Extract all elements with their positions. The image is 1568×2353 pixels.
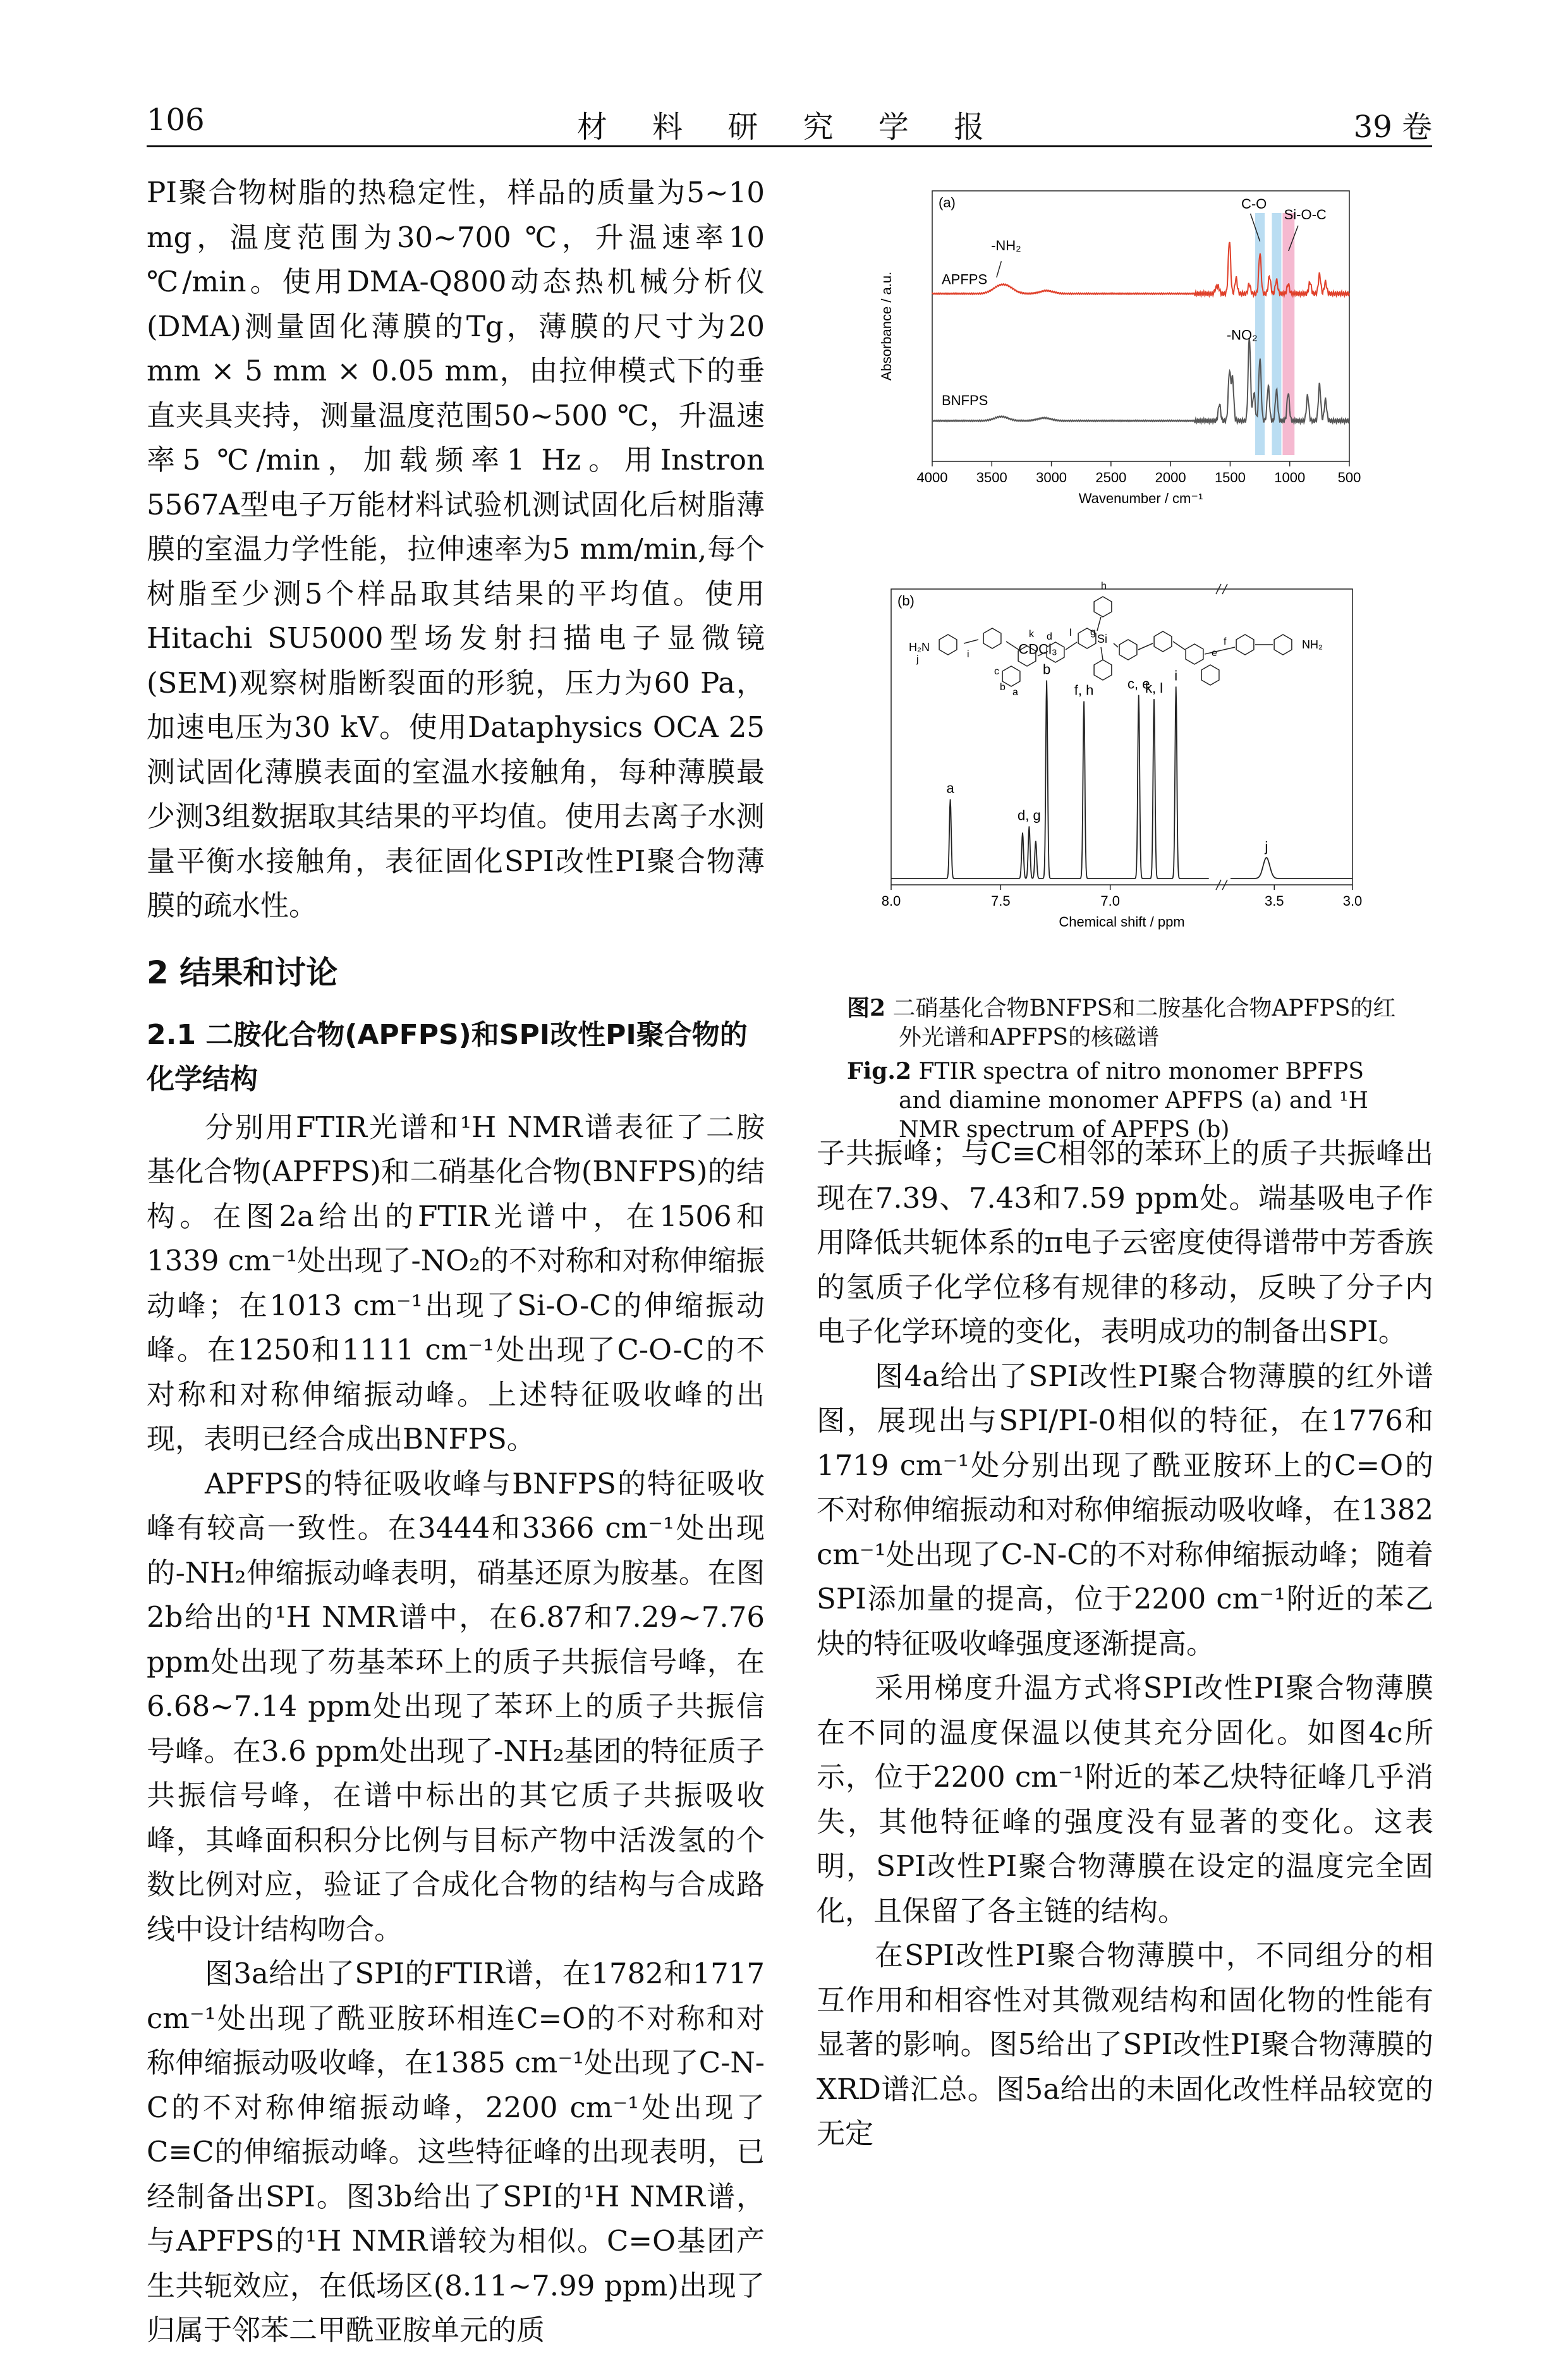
atom-label-c: c [994,666,999,677]
nmr-spectrum [1231,858,1352,879]
bond-line [1114,643,1118,647]
figure-2b-nmr-chart [866,581,1363,935]
bond-line [1205,647,1235,654]
peak-label: d, g [1018,807,1041,824]
atom-label-j: j [916,654,919,665]
x-axis-label: Chemical shift / ppm [1059,914,1185,930]
running-header [147,95,1432,147]
x-tick-label: 2000 [1155,470,1186,485]
x-tick-label: 2500 [1095,470,1127,485]
x-tick-label: 8.0 [881,893,901,909]
bond-line [1066,642,1077,650]
atom-label-e: e [1212,648,1217,659]
benzene-ring [1201,665,1219,685]
bond-line [1173,641,1185,650]
x-tick-label: 500 [1337,470,1361,485]
x-tick-label: 3.0 [1342,893,1363,909]
benzene-ring [1094,660,1112,680]
x-tick-label: 7.0 [1100,893,1120,909]
figure-caption-cn [847,994,1403,1052]
peak-label: j [1265,839,1268,854]
caption-en-label: Fig.2 [847,1058,911,1085]
benzene-ring [983,628,1001,648]
panel-label: (b) [897,593,915,609]
body-paragraph: 图4a给出了SPI改性PI聚合物薄膜的红外谱图，展现出与SPI/PI-0相似的特征，在1776和1719 cm⁻¹处分别出现了酰亚胺环上的C=O的不对称伸缩振动和对称伸缩振动吸收峰，在1382 cm⁻¹处出现了C-N-C的不对称伸缩振动峰；随着SPI添加量的提高，位于2200 cm⁻¹附近的苯乙炔的特征吸收峰强度逐渐提高。 [817,1359,1433,1660]
body-paragraph: 图3a给出了SPI的FTIR谱，在1782和1717 cm⁻¹处出现了酰亚胺环相连C=O的不对称和对称伸缩振动吸收峰，在1385 cm⁻¹处出现了C-N-C的不对称伸缩振动峰，2200 cm⁻¹处出现了C≡C的伸缩振动峰。这些特征峰的出现表明，已经制备出SPI。图3b给出了SPI的¹H NMR谱，与APFPS的¹H NMR谱较为相似。C=O基团产生共轭效应，在低场区(8.11~7.99 ppm)出现了归属于邻苯二甲酰亚胺单元的质 [147,1957,765,2347]
silicon-label: Si [1097,633,1108,645]
caption-cn-label: 图2 [847,995,886,1021]
atom-label-a: a [1012,687,1018,698]
annotation-si-o-c: Si-O-C [1284,207,1327,222]
benzene-ring [1119,640,1137,660]
panel-label: (a) [939,195,956,210]
benzene-ring [939,635,957,655]
y-axis-label: Absorbance / a.u. [878,271,894,381]
journal-title: 材 料 研 究 学 报 [576,109,1002,145]
x-tick-label: 3000 [1036,470,1067,485]
molecular-structure [939,597,1292,686]
benzene-ring [1154,631,1172,652]
right-column [817,1131,1433,2156]
benzene-ring [1274,635,1292,655]
series-label-apfps: APFPS [942,271,988,288]
plot-frame [891,589,1352,885]
bond-line [1101,647,1103,660]
body-paragraph: 采用梯度升温方式将SPI改性PI聚合物薄膜在不同的温度保温以使其充分固化。如图4c所示，位于2200 cm⁻¹附近的苯乙炔特征峰几乎消失，其他特征峰的强度没有显著的变化。这表明，SPI改性PI聚合物薄膜在设定的温度完全固化，且保留了各主链的结构。 [817,1671,1433,1928]
atom-label-g: g [1090,627,1096,638]
body-paragraph: 分别用FTIR光谱和¹H NMR谱表征了二胺基化合物(APFPS)和二硝基化合物(BNFPS)的结构。在图2a给出的FTIR光谱中，在1506和1339 cm⁻¹处出现了-NO₂的不对称和对称伸缩振动峰；在1013 cm⁻¹出现了Si-O-C的伸缩振动峰。在1250和1111 cm⁻¹处出现了C-O-C的不对称和对称伸缩振动峰。上述特征吸收峰的出现，表明已经合成出BNFPS。 [147,1110,765,1456]
x-tick-label: 3500 [976,470,1007,485]
bond-line [1006,641,1019,650]
atom-label-i: i [967,649,969,660]
solvent-label: CDCl₃ [1018,641,1057,657]
atom-label-l: l [1069,628,1072,638]
x-axis-label: Wavenumber / cm⁻¹ [1078,490,1203,506]
figure-caption-en [847,1057,1403,1145]
peak-label: i [1174,667,1178,684]
figure-2a-ftir-chart [866,183,1359,512]
amine-right-label: NH₂ [1302,638,1323,651]
benzene-ring [1186,644,1203,664]
x-tick-label: 1500 [1214,470,1246,485]
caption-en-text: FTIR spectra of nitro monomer BPFPS and diamine monomer APFPS (a) and ¹H NMR spectrum of APFPS (b) [899,1059,1368,1143]
section-heading: 2 结果和讨论 [147,954,338,991]
bond-line [964,640,978,643]
peak-label: b [1043,661,1051,678]
annotation-arrow [997,261,1002,277]
peak-label: k, l [1145,680,1164,696]
peak-label: c, e [1127,676,1150,692]
body-paragraph: PI聚合物树脂的热稳定性，样品的质量为5~10 mg，温度范围为30~700 ℃，升温速率10 ℃/min。使用DMA-Q800动态热机械分析仪(DMA)测量固化薄膜的Tg，薄膜的尺寸为20 mm × 5 mm × 0.05 mm，由拉伸模式下的垂直夹具夹持，测量温度范围50~500 ℃，升温速率5 ℃/min，加载频率1 Hz。用Instron 5567A型电子万能材料试验机测试固化后树脂薄膜的室温力学性能，拉伸速率为5 mm/min,每个树脂至少测5个样品取其结果的平均值。使用Hitachi SU5000型场发射扫描电子显微镜(SEM)观察树脂断裂面的形貌，压力为60 Pa，加速电压为30 kV。使用Dataphysics OCA 25测试固化薄膜表面的室温水接触角，每种薄膜最少测3组数据取其结果的平均值。使用去离子水测量平衡水接触角，表征固化SPI改性PI聚合物薄膜的疏水性。 [147,176,765,922]
bond-line [1097,617,1101,631]
body-paragraph: APFPS的特征吸收峰与BNFPS的特征吸收峰有较高一致性。在3444和3366 cm⁻¹处出现的-NH₂伸缩振动峰表明，硝基还原为胺基。在图2b给出的¹H NMR谱中，在6.87和7.29~7.76 ppm处出现了芴基苯环上的质子共振信号峰，在6.68~7.14 ppm处出现了苯环上的质子共振信号峰。在3.6 ppm处出现了-NH₂基团的特征质子共振信号峰，在谱中标出的其它质子共振吸收峰，其峰面积积分比例与目标产物中活泼氢的个数比例对应，验证了合成化合物的结构与合成路线中设计结构吻合。 [147,1466,765,1946]
benzene-ring [1236,635,1254,655]
caption-cn-text: 二硝基化合物BNFPS和二胺基化合物APFPS的红外光谱和APFPS的核磁谱 [892,995,1396,1050]
subsection-heading: 2.1 二胺化合物(APFPS)和SPI改性PI聚合物的化学结构 [147,1018,748,1095]
annotation-nh2: -NH₂ [991,238,1021,254]
left-column [147,171,765,2353]
amine-left-label: H₂N [909,641,930,654]
annotation-no2: -NO₂ [1226,327,1258,343]
peak-label: f, h [1074,682,1094,698]
atom-label-k: k [1029,629,1034,640]
x-tick-label: 1000 [1274,470,1306,485]
body-paragraph: 在SPI改性PI聚合物薄膜中，不同组分的相互作用和相容性对其微观结构和固化物的性能有显著的影响。图5给出了SPI改性PI聚合物薄膜的XRD谱汇总。图5a给出的未固化改性样品较宽的无定 [817,1938,1433,2150]
atom-label-d: d [1047,631,1052,642]
volume-number: 39 卷 [1353,109,1432,145]
atom-label-b: b [1000,682,1006,693]
peak-label: a [946,780,954,796]
page-number: 106 [147,102,205,138]
x-tick-label: 7.5 [991,893,1011,909]
series-label-bnfps: BNFPS [942,392,988,408]
body-paragraph: 子共振峰；与C≡C相邻的苯环上的质子共振峰出现在7.39、7.43和7.59 ppm处。端基吸电子作用降低共轭体系的π电子云密度使得谱带中芳香族的氢质子化学位移有规律的移动，反映了分子内电子化学环境的变化，表明成功的制备出SPI。 [817,1136,1433,1348]
x-tick-label: 4000 [916,470,948,485]
annotation-c-o: C-O [1241,196,1267,212]
benzene-ring [1094,597,1112,617]
atom-label-h: h [1101,581,1107,592]
nmr-spectrum [891,681,1209,879]
bond-line [1138,643,1153,650]
atom-label-f: f [1224,636,1227,647]
x-tick-label: 3.5 [1264,893,1284,909]
